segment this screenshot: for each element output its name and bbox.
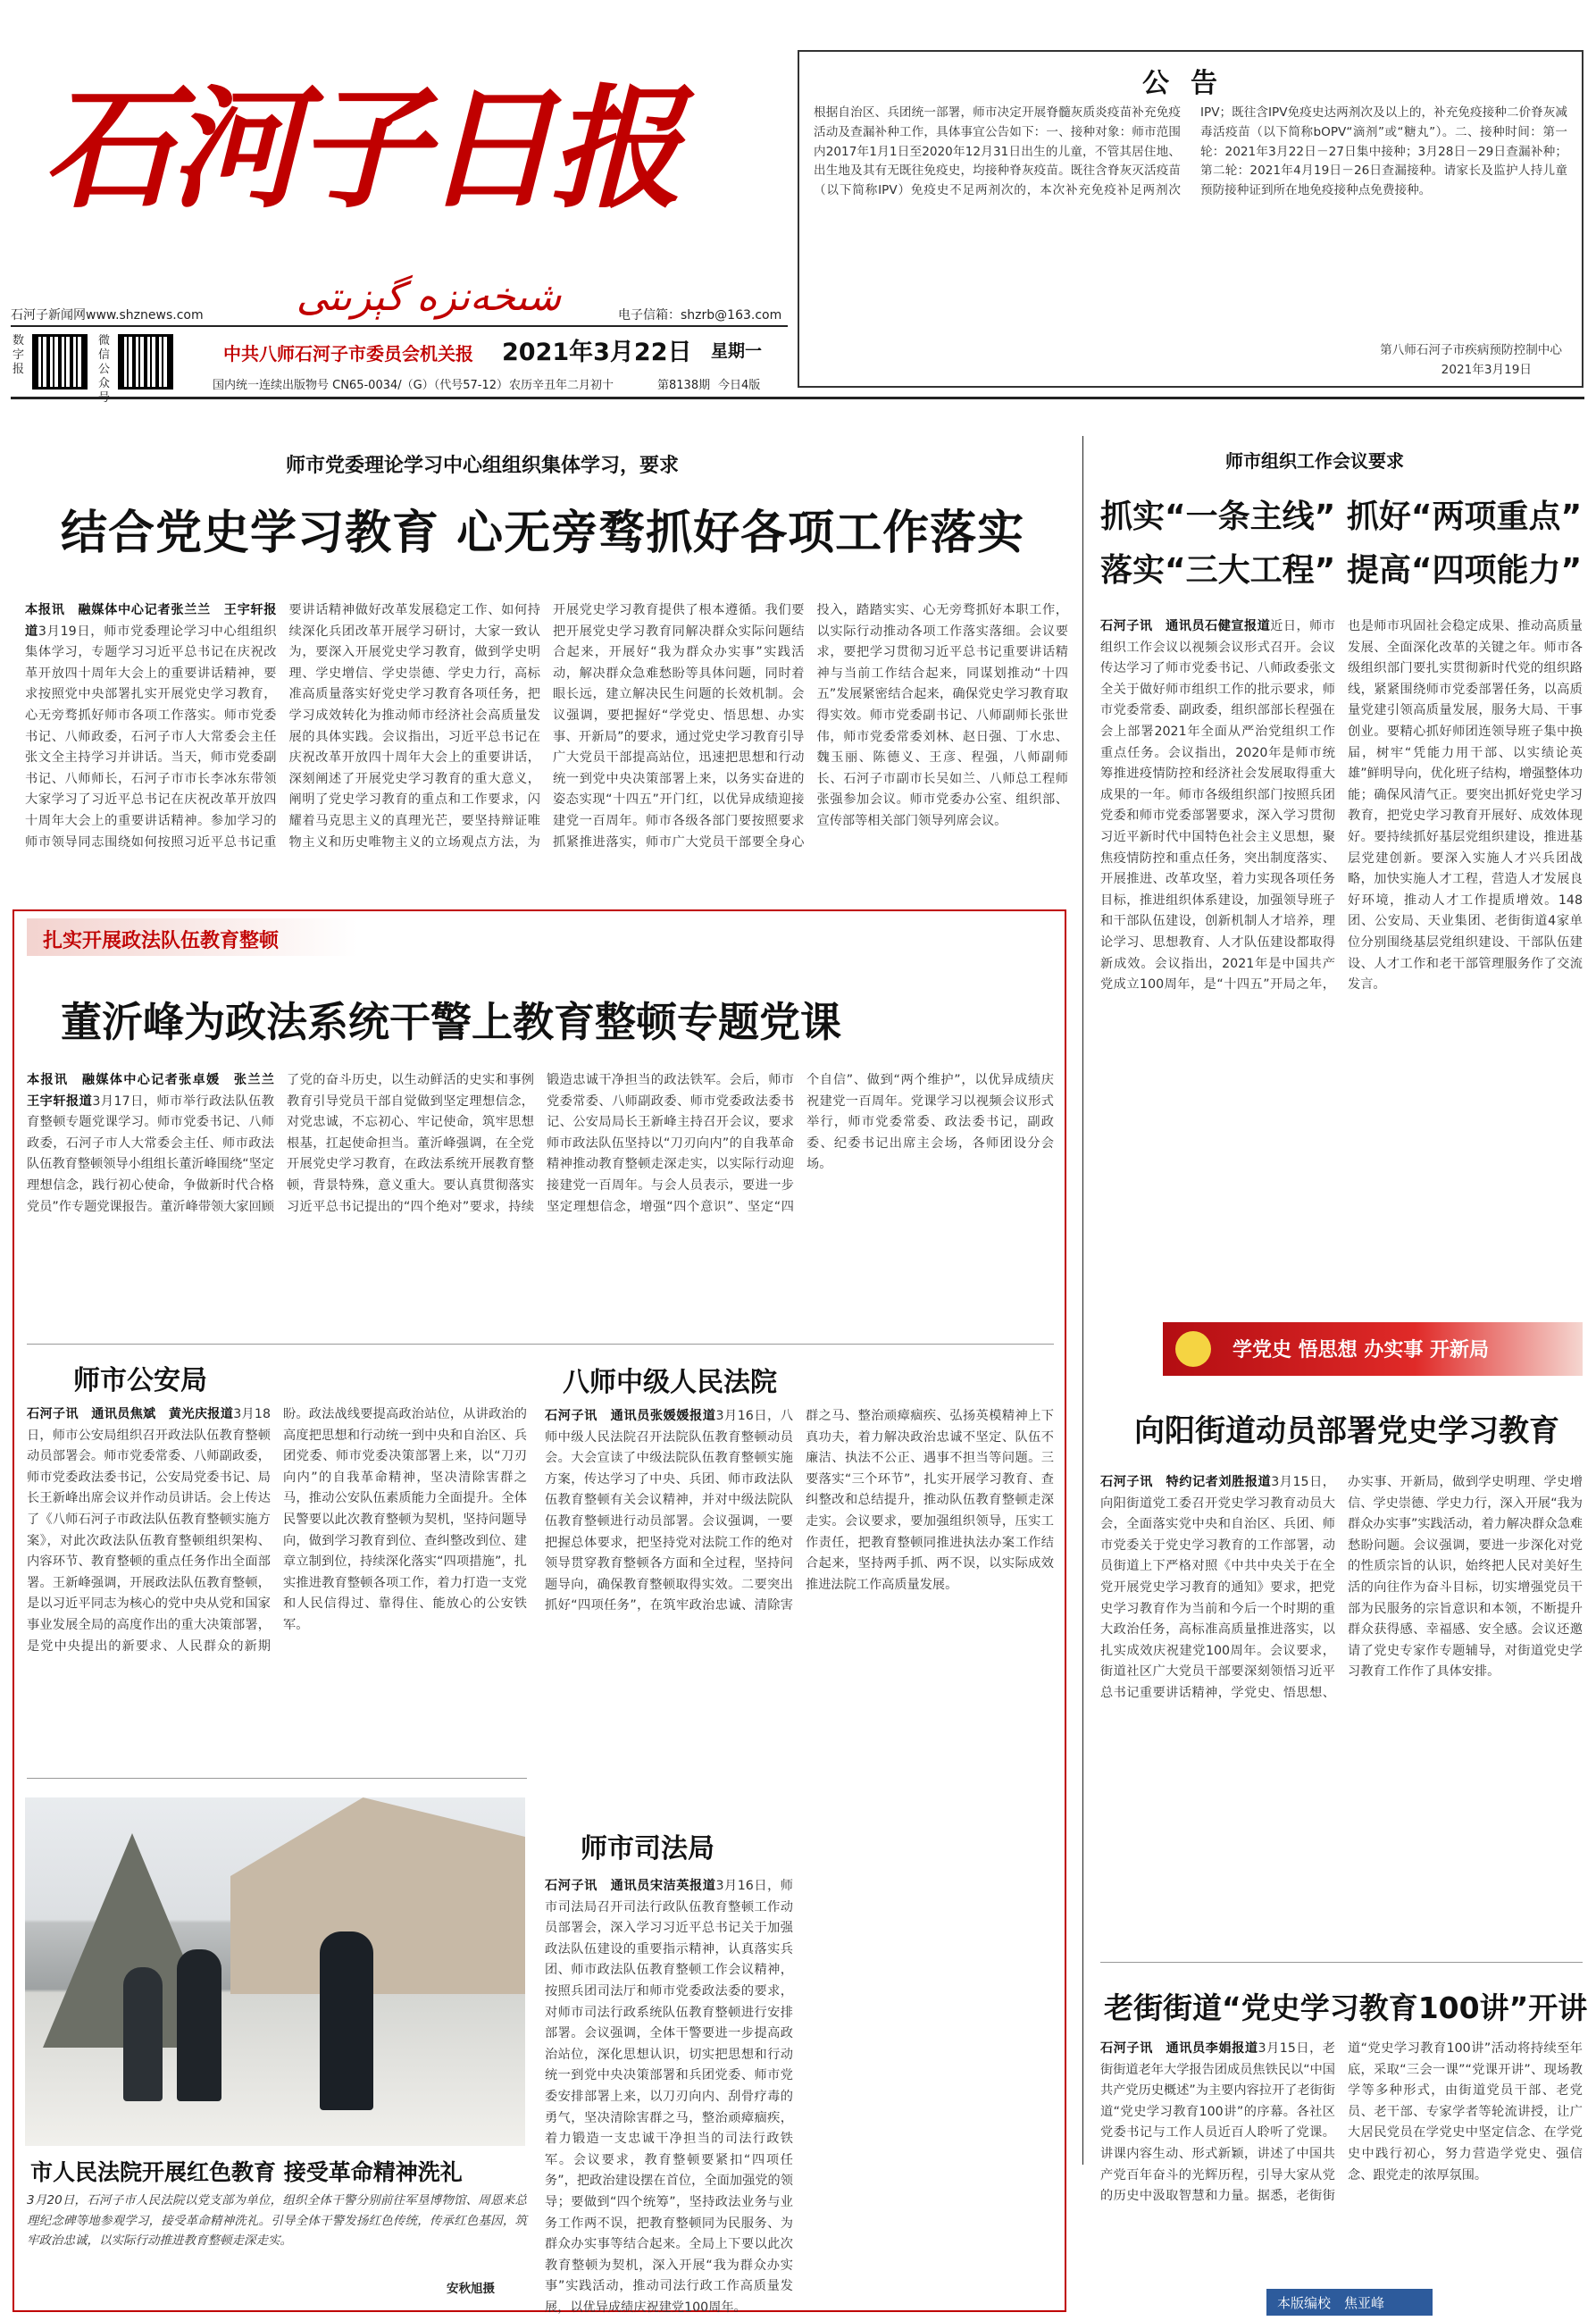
lead-body [25,600,1068,884]
editor-badge [1266,2289,1433,2316]
right-rule [1100,1962,1583,1963]
notice-signature: 第八师石河子市疾病预防控制中心 [1380,343,1562,357]
column-divider [1082,436,1083,2165]
page-count: 今日4版 [718,379,761,392]
justice-title: 师市司法局 [581,1833,714,1864]
right-bot-byline: 石河子讯 通讯员李娟报道 [1100,2041,1258,2056]
feature-body [27,1070,1054,1338]
right-bot-text: 3月15日，老街街道老年大学报告团成员焦铁民以“中国共产党历史概述”为主要内容拉开了老街街道“党史学习教育100讲”的序幕。各社区党委书记与工作人员近百人聆听了党课。讲课内容生动、形式新颖，讲述了中国共产党百年奋斗的光辉历程，引导大家从党的历史中汲取智慧和力量。据悉，老街街道“党史学习教育100讲”活动将持续至年底，采取“三会一课”“党课开讲”、现场教学等多种形式，由街道党员干部、老党员、老干部、专家学者等轮流讲授，让广大居民党员在学党史中坚定信念、在学党史中践行初心，努力营造学党史、强信念、跟党走的浓厚氛围。 [1100,2041,1583,2204]
police-byline: 石河子讯 通讯员焦斌 黄光庆报道 [27,1407,234,1421]
newspaper-uyghur-subtitle: شىخەنزە گېزىتى [296,274,562,320]
qr-label-digital: 数字报 [13,334,25,376]
feature-rule-2 [27,1778,527,1779]
right-top-text: 近日，师市组织工作会议以视频会议形式召开。会议传达学习了师市党委书记、八师政委张文全关于做好师市组织工作的批示要求，师市党委常委、副政委，组织部部长程强在会上部署2021年全面从严治党组织工作重点任务。会议指出，2020年是师市统筹推进疫情防控和经济社会发展取得重大成果的一年。师市各级组织部门按照兵团党委和师市党委部署要求，深入学习贯彻习近平新时代中国特色社会主义思想，聚焦疫情防控和重点任务，突出制度落实、开展推进、改革攻坚，着力实现各项任务目标，推进组织体系建设，加强领导班子和干部队伍建设，创新机制人才培养，理论学习、思想教育、人才队伍建设都取得新成效。会议指出，2021年是中国共产党成立100周年，是“十四五”开局之年，也是师市巩固社会稳定成果、推动高质量发展、全面深化改革的关键之年。师市各级组织部门要扎实贯彻新时代党的组织路线，紧紧围绕师市党委部署任务，以高质量党建引领高质量发展，服务大局、干事创业。要精心抓好师团连领导班子集中换届，树牢“凭能力用干部、以实绩论英雄”鲜明导向，优化班子结构，增强整体功能；确保风清气正。要突出抓好党史学习教育，把党史学习教育开展好、成效体现好。要持续抓好基层党组织建设，推进基层党建创新。要深入实施人才兴兵团战略，加快实施人才工程，营造人才发展良好环境，推动人才工作提质增效。148团、公安局、天业集团、老街街道4家单位分别围绕基层党组织建设、干部队伍建设、人才工作和老干部管理服务作了交流发言。 [1100,619,1583,993]
right-top-headline-1: 抓实“一条主线” 抓好“两项重点” [1100,499,1583,535]
justice-byline: 石河子讯 通讯员宋洁英报道 [545,1879,716,1893]
party-banner [1163,1322,1583,1376]
issue-number: 第8138期 [657,379,711,392]
notice-body: 根据自治区、兵团统一部署，师市决定开展脊髓灰质炎疫苗补充免疫活动及查漏补种工作，具体事宜公告如下：一、接种对象：师市范围内2017年1月1日至2020年12月31日出生的儿童，不管其居住地、出生地及其有无既往免疫史，均接种脊灰疫苗。既往含脊灰灭活疫苗（以下简称IPV）免疫史不足两剂次的，本次补充免疫补足两剂次IPV；既往含IPV免疫史达两剂次及以上的，补充免疫接种二价脊灰减毒活疫苗（以下简称bOPV“滴剂”或“糖丸”）。二、接种时间：第一轮：2021年3月22日－27日集中接种；3月28日－29日查漏补种；第二轮：2021年4月19日－26日查漏接种。请家长及监护人持儿童预防接种证到所在地免疫接种点免费接种。 [814,105,1567,198]
photo-person-3 [123,1967,163,2101]
photo-person-2 [320,1931,373,2110]
qr-code-digital-icon [32,334,88,390]
lead-kicker: 师市党委理论学习中心组组织集体学习，要求 [286,454,680,477]
right-mid-body [1100,1472,1583,1955]
feature-rule [27,1344,1054,1345]
court-photo [25,1797,525,2146]
right-bot-headline: 老街街道“党史学习教育100讲”开讲 [1104,1990,1588,2025]
court-title: 八师中级人民法院 [563,1367,777,1398]
justice-text: 3月16日，师市司法局召开司法行政队伍教育整顿工作动员部署会，深入学习习近平总书记关于加强政法队伍建设的重要指示精神，认真落实兵团、师市政法队伍教育整顿工作会议精神，按照兵团司法厅和师市党委政法委的要求，对师市司法行政系统队伍教育整顿进行安排部署。会议强调，全体干警要进一步提高政治站位，深化思想认识，切实把思想和行动统一到党中央决策部署和兵团党委、师市党委安排部署上来，以刀刃向内、刮骨疗毒的勇气，坚决清除害群之马，整治顽瘴痼疾，着力锻造一支忠诚干净担当的司法行政铁军。会议要求，教育整顿要紧扣“四项任务”，把政治建设摆在首位，全面加强党的领导；要做到“四个统筹”，坚持政法业务与业务工作两不误，把教育整顿同为民服务、为群众办实事等结合起来。全局上下要以此次教育整顿为契机，深入开展“我为群众办实事”实践活动，推动司法行政工作高质量发展，以优异成绩庆祝建党100周年。 [545,1879,793,2315]
photo-credit: 安秋旭摄 [447,2282,495,2296]
feature-headline: 董沂峰为政法系统干警上教育整顿专题党课 [61,998,841,1046]
court-byline: 石河子讯 通讯员张媛媛报道 [545,1409,716,1423]
feature-text: 3月17日，师市举行政法队伍教育整顿专题党课学习。师市党委书记、八师政委，石河子市人大常委会主任、师市政法队伍教育整顿领导小组组长董沂峰围绕“坚定理想信念，践行初心使命，争做新时代合格党员”作专题党课报告。董沂峰带领大家回顾了党的奋斗历史，以生动鲜活的史实和事例教育引导党员干部自觉做到坚定理想信念，对党忠诚，不忘初心、牢记使命，筑牢思想根基，扛起使命担当。董沂峰强调，在全党开展党史学习教育，在政法系统开展教育整顿，背景特殊，意义重大。要认真贯彻落实习近平总书记提出的“四个绝对”要求，持续锻造忠诚干净担当的政法铁军。会后，师市党委常委、八师副政委、师市党委政法委书记、公安局局长王新峰主持召开会议，要求师市政法队伍坚持以“刀刃向内”的自我革命精神推动教育整顿走深走实，以实际行动迎接建党一百周年。与会人员表示，要进一步坚定理想信念，增强“四个意识”、坚定“四个自信”、做到“两个维护”，以优异成绩庆祝建党一百周年。党课学习以视频会议形式举行，师市党委常委、政法委书记，副政委、纪委书记出席主会场，各师团设分会场。 [27,1073,1054,1214]
photo-building [230,1797,525,1994]
lead-byline: 本报讯 融媒体中心记者张兰兰 王宇轩报道 [25,603,277,639]
notice-sign-date: 2021年3月19日 [1441,363,1532,377]
masthead-rule [11,325,788,327]
email-label: 电子信箱：shzrb@163.com [618,308,782,323]
notice-box [798,50,1583,388]
right-mid-text: 3月15日，向阳街道党工委召开党史学习教育动员大会，全面落实党中央和自治区、兵团、师市党委关于党史学习教育的工作部署，动员街道上下严格对照《中共中央关于在全党开展党史学习教育的通知》要求，把党史学习教育作为当前和今后一个时期的重大政治任务，高标准高质量推进落实，以扎实成效庆祝建党100周年。会议要求，街道社区广大党员干部要深刻领悟习近平总书记重要讲话精神，学党史、悟思想、办实事、开新局，做到学史明理、学史增信、学史崇德、学史力行，深入开展“我为群众办实事”实践活动，着力解决群众急难愁盼问题。会议强调，要进一步深化对党的性质宗旨的认识，始终把人民对美好生活的向往作为奋斗目标，切实增强党员干部为民服务的宗旨意识和本领，不断提升群众获得感、幸福感、安全感。会议还邀请了党史专家作专题辅导，对街道党史学习教育工作作了具体安排。 [1100,1475,1583,1700]
right-top-kicker: 师市组织工作会议要求 [1225,450,1404,472]
police-text: 3月18日，师市公安局组织召开政法队伍教育整顿动员部署会。师市党委常委、八师副政委，师市党委政法委书记，公安局党委书记、局长王新峰出席会议并作动员讲话。会上传达了《八师石河子市政法队伍教育整顿实施方案》，对此次政法队伍教育整顿组织架构、内容环节、教育整顿的重点任务作出全面部署。王新峰强调，开展政法队伍教育整顿，是以习近平同志为核心的党中央从党和国家事业发展全局的高度作出的重大决策部署，是党中央提出的新要求、人民群众的新期盼。政法战线要提高政治站位，从讲政治的高度把思想和行动统一到中央和自治区、兵团党委、师市党委决策部署上来，以“刀刃向内”的自我革命精神，坚决清除害群之马，推动公安队伍素质能力全面提升。全体民警要以此次教育整顿为契机，坚持问题导向，做到学习教育到位、查纠整改到位、建章立制到位，持续深化落实“四项措施”，扎实推进教育整顿各项工作，着力打造一支党和人民信得过、靠得住、能放心的公安铁军。 [27,1407,527,1654]
editor-label: 本版编校 焦亚峰 [1277,2295,1385,2311]
notice-title: 公告 [1142,68,1239,99]
photo-caption-body: 3月20日，石河子市人民法院以党支部为单位，组织全体干警分别前往军垦博物馆、周恩来总理纪念碑等地参观学习，接受革命精神洗礼。引导全体干警发扬红色传统，传承红色基因，筑牢政治忠诚，以实际行动推进教育整顿走深走实。 [27,2193,527,2248]
right-top-byline: 石河子讯 通讯员石健宣报道 [1100,619,1271,633]
right-bot-body [1100,2039,1583,2285]
feature-banner [27,918,357,956]
publication-code: 国内统一连续出版物号 CN65-0034/（G）（代号57-12） [213,379,508,392]
qr-code-wechat-icon [118,334,173,390]
justice-body-col1 [545,1876,793,2315]
publisher-label: 中共八师石河子市委员会机关报 [223,343,473,364]
police-body [27,1404,527,1767]
court-body [545,1406,1054,1767]
weekday-label: 星期一 [711,341,763,361]
justice-body-col2 [806,1787,1054,2301]
qr-label-wechat: 微信公众 [98,334,111,390]
right-top-headline-2: 落实“三大工程” 提高“四项能力” [1100,552,1583,589]
lunar-date: 农历辛丑年二月初十 [509,379,614,392]
police-title: 师市公安局 [73,1365,207,1396]
website-label: 石河子新闻网www.shznews.com [11,308,204,323]
party-emblem-icon [1175,1331,1211,1367]
feature-banner-label: 扎实开展政法队伍教育整顿 [43,929,280,952]
feature-byline: 本报讯 融媒体中心记者张卓媛 张兰兰 王宇轩报道 [27,1073,288,1109]
party-banner-label: 学党史 悟思想 办实事 开新局 [1233,1338,1489,1362]
lead-headline: 结合党史学习教育 心无旁骛抓好各项工作落实 [61,507,1025,560]
right-mid-byline: 石河子讯 特约记者刘胜报道 [1100,1475,1272,1489]
masthead-bottom-rule [11,397,1584,399]
right-top-body [1100,616,1583,1315]
newspaper-title: 石河子日报 [43,71,677,226]
photo-caption-title: 市人民法院开展红色教育 接受革命精神洗礼 [30,2159,463,2185]
right-mid-headline: 向阳街道动员部署党史学习教育 [1134,1413,1559,1449]
court-text: 3月16日，八师中级人民法院召开法院队伍教育整顿动员会。大会宣读了中级法院队伍教育整顿实施方案，传达学习了中央、兵团、师市政法队伍教育整顿有关会议精神，并对中级法院队伍教育整顿进行动员部署。会议强调，一要把握总体要求，把坚持党对法院工作的绝对领导贯穿教育整顿各方面和全过程，坚持问题导向，确保教育整顿取得实效。二要突出抓好“四项任务”，在筑牢政治忠诚、清除害群之马、整治顽瘴痼疾、弘扬英模精神上下真功夫，着力解决政治忠诚不坚定、队伍不廉洁、执法不公正、遇事不担当等问题。三要落实“三个环节”，扎实开展学习教育、查纠整改和总结提升，推动队伍教育整顿走深走实。会议要求，要加强组织领导，压实工作责任，把教育整顿同推进执法办案工作结合起来，坚持两手抓、两不误，以实际成效推进法院工作高质量发展。 [545,1409,1054,1613]
photo-person-1 [177,1949,221,2101]
date-label: 2021年3月22日 [502,339,692,366]
lead-text: 3月19日，师市党委理论学习中心组组织集体学习，专题学习习近平总书记在庆祝改革开放四十周年大会上的重要讲话精神，要求按照党中央部署扎实开展党史学习教育，心无旁骛抓好师市各项工作落实。师市党委书记、八师政委，石河子市人大常委会主任张文全主持学习并讲话。当天，师市党委副书记、八师师长，石河子市市长李冰东带领大家学习了习近平总书记在庆祝改革开放四十周年大会上的重要讲话精神。参加学习的师市领导同志围绕如何按照习近平总书记重要讲话精神做好改革发展稳定工作、如何持续深化兵团改革开展学习研讨，大家一致认为，要深入开展党史学习教育，做到学史明理、学史增信、学史崇德、学史力行，高标准高质量落实好党史学习教育各项任务，把学习成效转化为推动师市经济社会高质量发展的具体实践。会议指出，习近平总书记在庆祝改革开放四十周年大会上的重要讲话，深刻阐述了开展党史学习教育的重大意义，阐明了党史学习教育的重点和工作要求，闪耀着马克思主义的真理光芒，要坚持辩证唯物主义和历史唯物主义的立场观点方法，为开展党史学习教育提供了根本遵循。我们要把开展党史学习教育同解决群众实际问题结合起来，开展好“我为群众办实事”实践活动，解决群众急难愁盼等具体问题，同时着眼长远，建立解决民生问题的长效机制。会议强调，要把握好“学党史、悟思想、办实事、开新局”的要求，通过党史学习教育引导广大党员干部提高站位，迅速把思想和行动统一到党中央决策部署上来，以务实奋进的姿态实现“十四五”开门红，以优异成绩迎接建党一百周年。师市各级各部门要按照要求抓紧推进落实，师市广大党员干部要全身心投入，踏踏实实、心无旁骛抓好本职工作，以实际行动推动各项工作落实落细。会议要求，要把学习贯彻习近平总书记重要讲话精神与当前工作结合起来，同谋划推动“十四五”发展紧密结合起来，确保党史学习教育取得实效。师市党委副书记、八师副师长张世伟，师市党委常委刘林、赵日强、丁水忠、魏玉丽、陈德义、王彦、程强，八师副师长、石河子市副市长吴如兰、八师总工程师张强参加会议。师市党委办公室、组织部、宣传部等相关部门领导列席会议。 [25,603,1068,850]
